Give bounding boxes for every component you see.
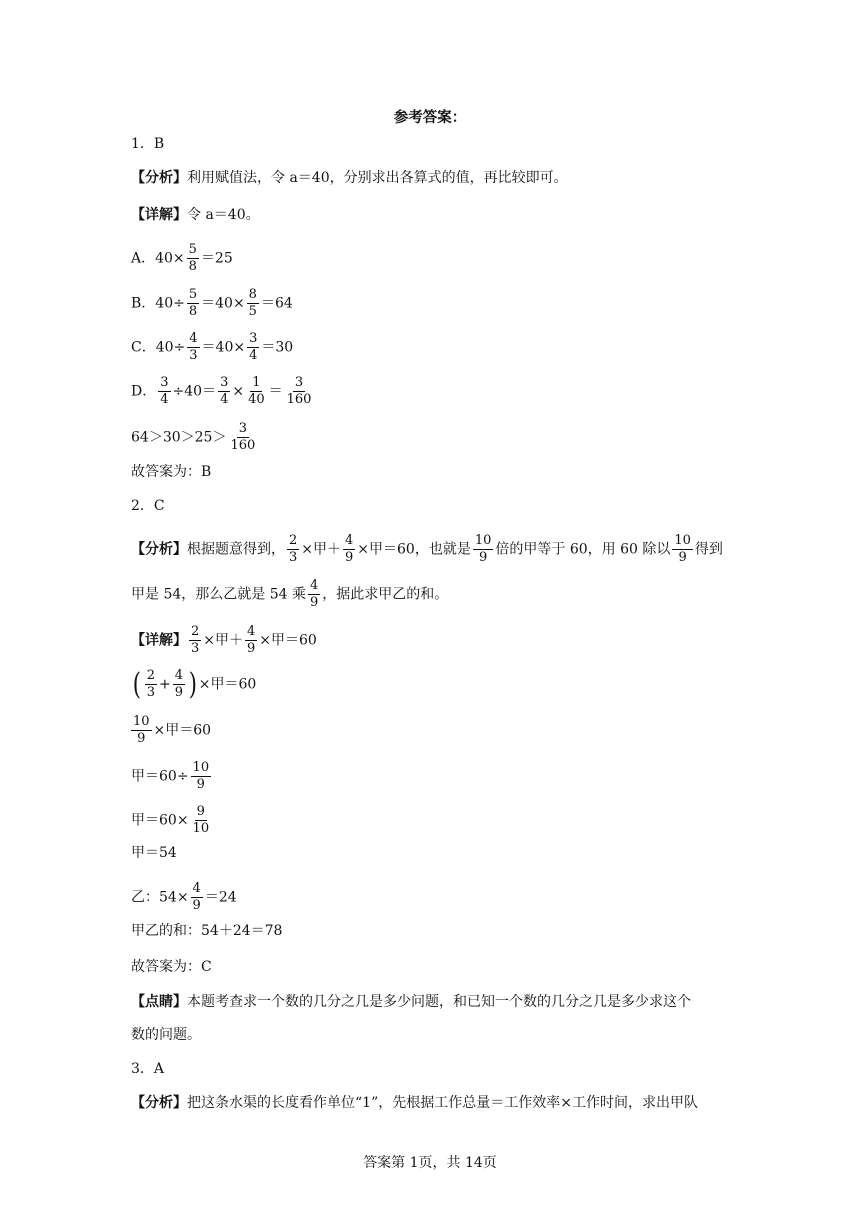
analysis-text: 得到	[694, 541, 723, 558]
detail-text: ×甲＋	[203, 632, 244, 649]
page-footer: 答案第 1页，共 14页	[363, 1155, 497, 1171]
detail-text: ＝24	[204, 889, 237, 906]
option-c-prefix: C．40÷	[131, 339, 186, 356]
q2-detail-line8: 甲乙的和：54＋24＝78	[131, 923, 283, 939]
option-b-result: ＝64	[260, 295, 293, 312]
q2-comment-line1	[131, 992, 691, 1012]
analysis-text: ×甲＋	[301, 541, 342, 558]
comment-text: 本题考查求一个数的几分之几是多少问题，和已知一个数的几分之几是多少求这个	[187, 994, 691, 1010]
q2-detail-line6: 甲＝54	[131, 845, 177, 861]
q3-analysis	[131, 1093, 698, 1113]
fraction: $\frac{4}{9}$	[174, 668, 184, 700]
fraction: $\frac{2}{3}$	[191, 624, 200, 656]
q2-comment-line2: 数的问题。	[131, 1027, 201, 1043]
fraction: $\frac{3}{4}$	[249, 331, 258, 363]
plus-sign: +	[159, 676, 171, 693]
q3-answer-label: 3．A	[131, 1061, 165, 1077]
option-d-prefix: D．	[131, 383, 157, 400]
q2-conclusion: 故答案为：C	[131, 959, 212, 975]
fraction: $\frac{10}{9}$	[133, 714, 150, 746]
fraction: $\frac{4}{9}$	[247, 624, 256, 656]
fraction: $\frac{9}{10}$	[192, 804, 210, 836]
detail-text: 甲＝60÷	[131, 768, 189, 785]
q1-conclusion: 故答案为：B	[131, 464, 212, 480]
paren-close: )	[188, 666, 197, 702]
page-title: 参考答案：	[393, 109, 467, 126]
fraction: $\frac{3}{160}$	[230, 421, 256, 453]
operator-text: ÷40＝	[172, 383, 217, 400]
q1-answer-label: 1．B	[131, 136, 165, 152]
analysis-tag: 【分析】	[131, 541, 187, 558]
analysis-text: 把这条水渠的长度看作单位“1”，先根据工作总量＝工作效率×工作时间，求出甲队	[187, 1095, 698, 1111]
fraction: $\frac{4}{9}$	[192, 881, 201, 913]
analysis-text: ，据此求甲乙的和。	[322, 586, 449, 603]
fraction: $\frac{5}{8}$	[188, 242, 197, 274]
q2-detail-line3	[131, 714, 211, 747]
analysis-text: 利用赋值法，令 a＝40，分别求出各算式的值，再比较即可。	[187, 170, 568, 186]
q2-detail-line2	[131, 668, 256, 701]
q2-detail-line7	[131, 881, 237, 914]
analysis-text: 根据题意得到，	[187, 541, 285, 558]
fraction: $\frac{10}{9}$	[474, 533, 492, 565]
q2-answer-label: 2．C	[131, 498, 165, 514]
comment-tag: 【点睛】	[131, 994, 187, 1010]
fraction: $\frac{3}{160}$	[286, 375, 312, 407]
option-c-result: ＝30	[261, 339, 294, 356]
fraction: $\frac{10}{9}$	[192, 760, 210, 792]
operator-text: ＝	[268, 383, 283, 400]
q2-detail-line5	[131, 804, 213, 837]
fraction: $\frac{3}{4}$	[160, 375, 169, 407]
option-a-prefix: A．40×	[131, 250, 185, 267]
analysis-text: 甲是 54，那么乙就是 54 乘	[131, 586, 306, 603]
analysis-text: ×甲＝60，也就是	[357, 541, 471, 558]
q1-compare	[131, 421, 259, 454]
q1-option-a	[131, 242, 233, 275]
detail-text: ×甲＝60	[198, 676, 257, 693]
detail-tag: 【详解】	[131, 207, 187, 223]
detail-text: 乙：54×	[131, 889, 189, 906]
q1-analysis	[131, 168, 568, 188]
option-c-mid: ＝40×	[201, 339, 246, 356]
q1-option-d	[131, 375, 315, 408]
detail-tag: 【详解】	[131, 632, 187, 649]
detail-text: 令 a＝40。	[187, 207, 260, 223]
q2-analysis-line2	[131, 578, 448, 611]
option-a-result: ＝25	[200, 250, 233, 267]
q1-detail	[131, 205, 260, 225]
option-b-mid: ＝40×	[201, 295, 245, 312]
fraction: $\frac{2}{3}$	[146, 668, 155, 700]
detail-text: ×甲＝60	[153, 722, 212, 739]
fraction: $\frac{2}{3}$	[289, 533, 298, 565]
detail-text: 甲＝60×	[131, 812, 189, 829]
analysis-text: 倍的甲等于 60，用 60 除以	[495, 541, 671, 558]
fraction: $\frac{1}{40}$	[248, 375, 265, 407]
q2-analysis-line1	[131, 533, 723, 566]
fraction: $\frac{4}{9}$	[345, 533, 354, 565]
fraction: $\frac{8}{5}$	[248, 287, 257, 319]
fraction: $\frac{4}{3}$	[189, 331, 198, 363]
q2-detail-line1	[131, 624, 317, 657]
fraction: $\frac{5}{8}$	[188, 287, 198, 319]
operator-text: ×	[232, 383, 245, 400]
q1-option-b	[131, 287, 293, 320]
detail-text: ×甲＝60	[259, 632, 317, 649]
paren-open: (	[132, 666, 141, 702]
fraction: $\frac{4}{9}$	[309, 578, 319, 610]
analysis-tag: 【分析】	[131, 1095, 187, 1111]
compare-text: 64＞30＞25＞	[131, 429, 227, 446]
fraction: $\frac{3}{4}$	[220, 375, 229, 407]
q1-option-c	[131, 331, 293, 364]
fraction: $\frac{10}{9}$	[674, 533, 691, 565]
analysis-tag: 【分析】	[131, 170, 187, 186]
option-b-prefix: B．40÷	[131, 295, 185, 312]
q2-detail-line4	[131, 760, 213, 793]
